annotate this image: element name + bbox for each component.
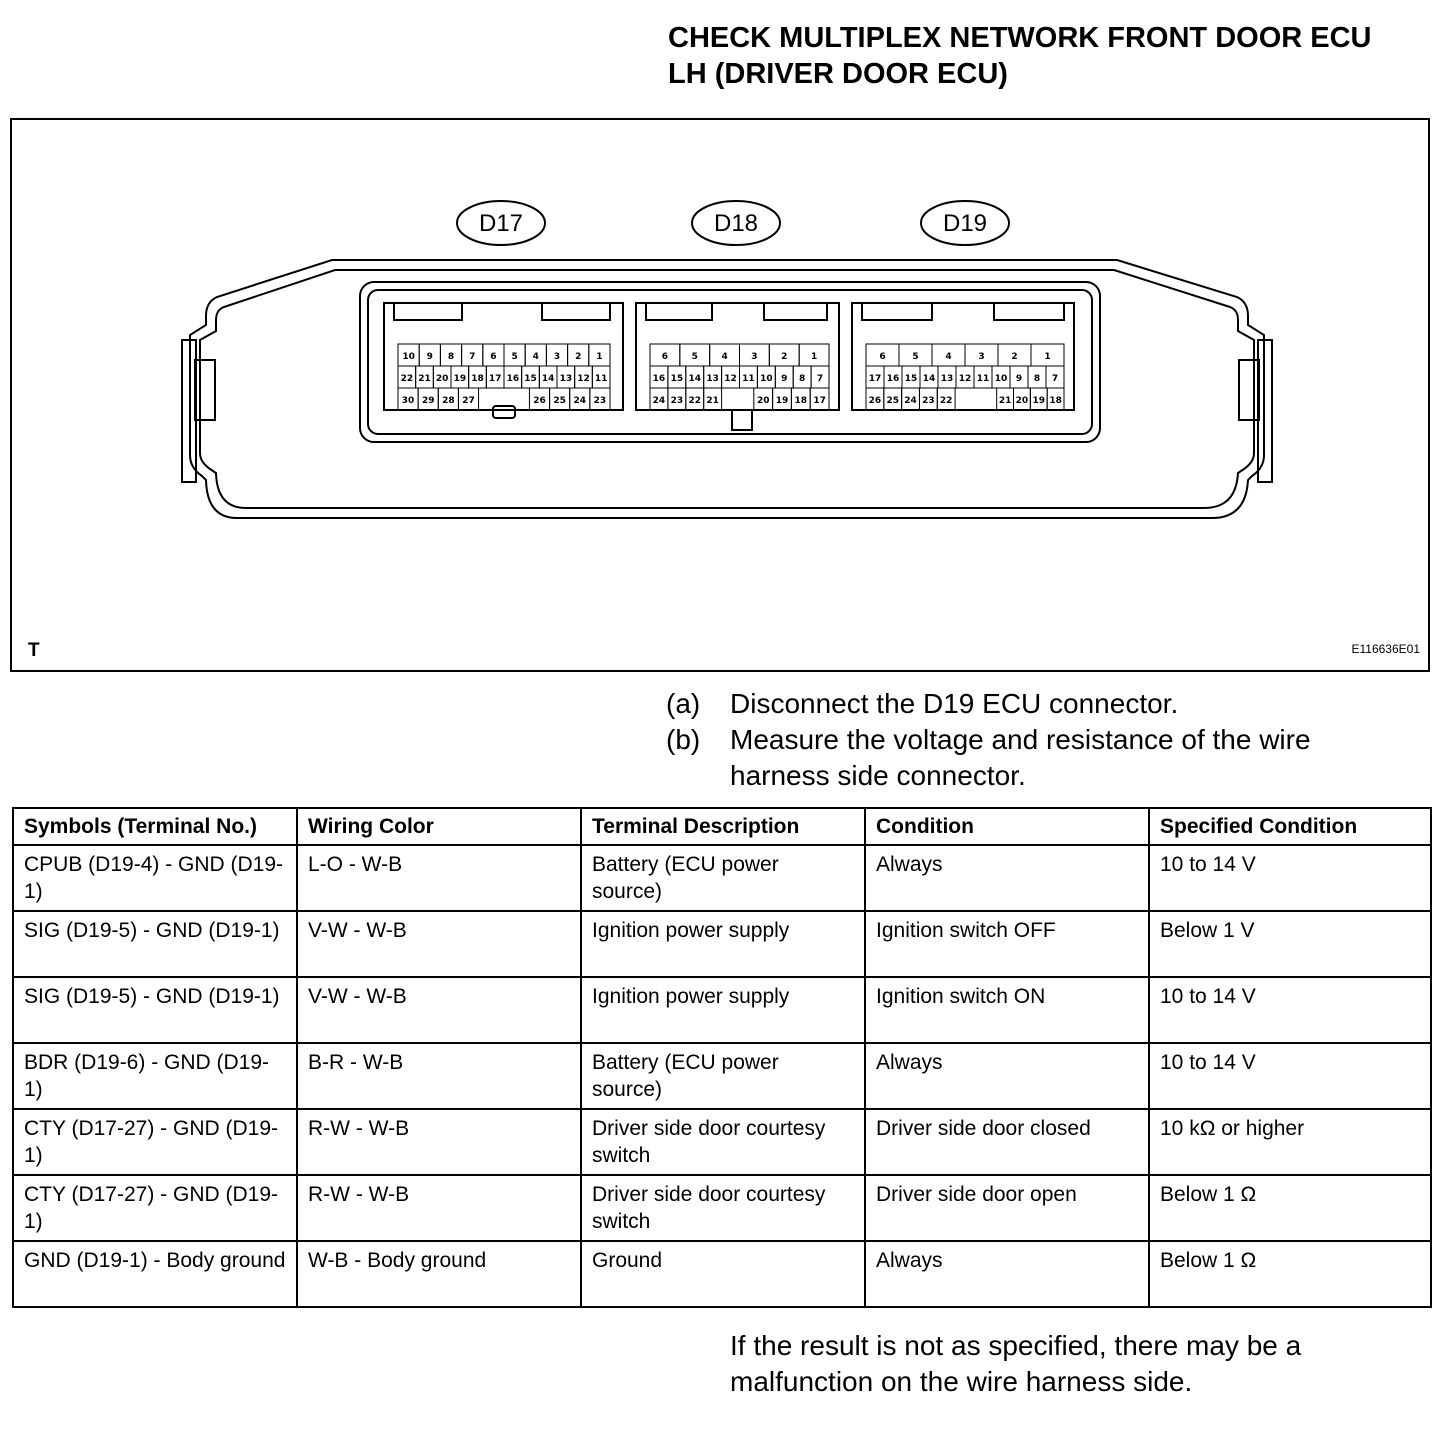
step-b	[666, 722, 1390, 794]
connector-label-d17: D17	[478, 210, 524, 237]
step-label: (b)	[666, 724, 701, 755]
d17-pin-6: 6	[490, 352, 497, 362]
d17-pin-18: 18	[471, 374, 484, 384]
d17-pin-4: 4	[532, 352, 539, 362]
cell-condition: Ignition switch OFF	[865, 911, 1149, 977]
cell-condition: Driver side door closed	[865, 1109, 1149, 1175]
specification-table	[12, 807, 1432, 1308]
cell-specified-condition: Below 1 V	[1149, 911, 1431, 977]
d17-pin-21: 21	[418, 374, 431, 384]
d19-pin-26: 26	[868, 396, 882, 406]
figure-code: E116636E01	[1351, 642, 1420, 656]
cell-terminal-description: Ignition power supply	[581, 911, 865, 977]
header-wiring-color: Wiring Color	[297, 808, 581, 845]
d18-pin-2: 2	[781, 352, 788, 362]
cell-terminal-description: Battery (ECU power source)	[581, 1043, 865, 1109]
table-header-row	[13, 808, 1431, 845]
d17-pin-7: 7	[469, 352, 476, 362]
d17-pin-19: 19	[453, 374, 467, 384]
d17-pin-1: 1	[596, 352, 603, 362]
cell-specified-condition: 10 to 14 V	[1149, 1043, 1431, 1109]
step-a	[666, 686, 1390, 722]
cell-wiring-color: R-W - W-B	[297, 1175, 581, 1241]
d18-pin-14: 14	[688, 374, 702, 384]
d17-pin-30: 30	[401, 396, 415, 406]
d18-pin-7: 7	[816, 374, 824, 384]
d18-pin-21: 21	[706, 396, 719, 406]
cell-specified-condition: 10 to 14 V	[1149, 845, 1431, 911]
cell-condition: Always	[865, 1043, 1149, 1109]
d18-pin-17: 17	[813, 396, 826, 406]
d17-pin-9: 9	[426, 352, 433, 362]
d17-pin-22: 22	[400, 374, 414, 384]
title-line-2: LH (DRIVER DOOR ECU)	[668, 58, 1008, 90]
cell-wiring-color: R-W - W-B	[297, 1109, 581, 1175]
d17-pin-3: 3	[553, 352, 561, 362]
d17-pin-13: 13	[559, 374, 573, 384]
d18-pin-6: 6	[661, 352, 669, 362]
d18-pin-9: 9	[781, 374, 788, 384]
d19-pin-11: 11	[976, 374, 990, 384]
cell-terminal-description: Ignition power supply	[581, 977, 865, 1043]
d17-pin-17: 17	[488, 374, 502, 384]
table-row	[13, 1109, 1431, 1175]
d18-pin-20: 20	[756, 396, 770, 406]
cell-specified-condition: 10 kΩ or higher	[1149, 1109, 1431, 1175]
cell-symbols: CTY (D17-27) - GND (D19-1)	[13, 1109, 297, 1175]
header-symbols: Symbols (Terminal No.)	[13, 808, 297, 845]
table-row	[13, 1043, 1431, 1109]
d19-pin-21: 21	[998, 396, 1012, 406]
d18-pin-12: 12	[724, 374, 737, 384]
d18-pin-24: 24	[652, 396, 666, 406]
cell-condition: Driver side door open	[865, 1175, 1149, 1241]
d17-pin-10: 10	[402, 352, 415, 362]
d19-pin-17: 17	[868, 374, 882, 384]
d18-pin-13: 13	[706, 374, 719, 384]
header-condition: Condition	[865, 808, 1149, 845]
d19-pin-4: 4	[945, 352, 952, 362]
header-specified-condition: Specified Condition	[1149, 808, 1431, 845]
d19-pin-8: 8	[1033, 374, 1041, 384]
cell-wiring-color: B-R - W-B	[297, 1043, 581, 1109]
table-row	[13, 1175, 1431, 1241]
d18-pin-8: 8	[799, 374, 806, 384]
d17-pin-15: 15	[524, 374, 537, 384]
cell-terminal-description: Ground	[581, 1241, 865, 1307]
d18-pin-15: 15	[670, 374, 684, 384]
d18-pin-1: 1	[810, 352, 818, 362]
cell-wiring-color: V-W - W-B	[297, 977, 581, 1043]
d17-pin-16: 16	[506, 374, 520, 384]
d19-pin-19: 19	[1032, 396, 1046, 406]
d19-pin-16: 16	[886, 374, 900, 384]
d19-pin-5: 5	[912, 352, 919, 362]
connector-illustration	[10, 118, 1430, 672]
terminal-pin-grid	[398, 344, 1064, 410]
d17-pin-14: 14	[541, 374, 555, 384]
d19-pin-14: 14	[922, 374, 936, 384]
figure-corner-tag: T	[28, 640, 40, 661]
d17-pin-28: 28	[442, 396, 455, 406]
d19-pin-10: 10	[994, 374, 1008, 384]
cell-specified-condition: Below 1 Ω	[1149, 1175, 1431, 1241]
title-line-1: CHECK MULTIPLEX NETWORK FRONT DOOR ECU	[668, 22, 1372, 54]
d18-pin-16: 16	[652, 374, 666, 384]
d18-pin-10: 10	[760, 374, 773, 384]
d18-pin-3: 3	[751, 352, 758, 362]
page-title	[668, 20, 1372, 92]
connector-label-d18: D18	[713, 210, 759, 237]
d17-pin-2: 2	[575, 352, 582, 362]
d18-pin-5: 5	[691, 352, 698, 362]
step-text: Disconnect the D19 ECU connector.	[730, 688, 1179, 719]
cell-symbols: GND (D19-1) - Body ground	[13, 1241, 297, 1307]
d19-pin-9: 9	[1015, 374, 1023, 384]
ecu-connector-diagram	[12, 120, 1428, 670]
d19-pin-20: 20	[1015, 396, 1029, 406]
d19-pin-15: 15	[904, 374, 918, 384]
d17-pin-27: 27	[462, 396, 475, 406]
cell-condition: Always	[865, 1241, 1149, 1307]
cell-symbols: SIG (D19-5) - GND (D19-1)	[13, 911, 297, 977]
d19-pin-3: 3	[978, 352, 985, 362]
step-text: Measure the voltage and resistance of the wire harness side connector.	[730, 724, 1311, 791]
d18-pin-11: 11	[742, 374, 755, 384]
table-row	[13, 911, 1431, 977]
cell-symbols: CPUB (D19-4) - GND (D19-1)	[13, 845, 297, 911]
d17-pin-20: 20	[435, 374, 449, 384]
result-note: If the result is not as specified, there may be a malfunction on the wire harness side.	[730, 1330, 1302, 1397]
procedure-steps	[666, 686, 1390, 794]
connector-label-d19: D19	[942, 210, 988, 237]
d19-pin-24: 24	[904, 396, 917, 406]
cell-specified-condition: Below 1 Ω	[1149, 1241, 1431, 1307]
cell-condition: Ignition switch ON	[865, 977, 1149, 1043]
cell-symbols: SIG (D19-5) - GND (D19-1)	[13, 977, 297, 1043]
d19-pin-7: 7	[1051, 374, 1059, 384]
d17-pin-29: 29	[421, 396, 435, 406]
d19-pin-18: 18	[1049, 396, 1062, 406]
d17-pin-11: 11	[594, 374, 608, 384]
d19-pin-12: 12	[958, 374, 972, 384]
table-row	[13, 1241, 1431, 1307]
d17-pin-12: 12	[577, 374, 590, 384]
cell-symbols: BDR (D19-6) - GND (D19-1)	[13, 1043, 297, 1109]
d18-pin-19: 19	[775, 396, 789, 406]
d17-pin-8: 8	[447, 352, 455, 362]
d17-pin-23: 23	[593, 396, 607, 406]
d19-pin-1: 1	[1044, 352, 1051, 362]
step-label: (a)	[666, 688, 701, 719]
d19-pin-13: 13	[940, 374, 954, 384]
d19-pin-22: 22	[939, 396, 953, 406]
cell-wiring-color: L-O - W-B	[297, 845, 581, 911]
table-row	[13, 845, 1431, 911]
d18-pin-22: 22	[688, 396, 702, 406]
table-row	[13, 977, 1431, 1043]
cell-wiring-color: W-B - Body ground	[297, 1241, 581, 1307]
d18-pin-23: 23	[670, 396, 684, 406]
d19-pin-25: 25	[886, 396, 899, 406]
header-terminal-description: Terminal Description	[581, 808, 865, 845]
d19-pin-2: 2	[1011, 352, 1018, 362]
cell-condition: Always	[865, 845, 1149, 911]
d19-pin-23: 23	[922, 396, 935, 406]
d18-pin-18: 18	[794, 396, 808, 406]
cell-wiring-color: V-W - W-B	[297, 911, 581, 977]
d17-pin-5: 5	[511, 352, 518, 362]
cell-specified-condition: 10 to 14 V	[1149, 977, 1431, 1043]
cell-terminal-description: Driver side door courtesy switch	[581, 1109, 865, 1175]
cell-terminal-description: Battery (ECU power source)	[581, 845, 865, 911]
d17-pin-26: 26	[533, 396, 546, 406]
d17-pin-25: 25	[553, 396, 566, 406]
d18-pin-4: 4	[721, 352, 728, 362]
d19-pin-6: 6	[879, 352, 886, 362]
cell-terminal-description: Driver side door courtesy switch	[581, 1175, 865, 1241]
cell-symbols: CTY (D17-27) - GND (D19-1)	[13, 1175, 297, 1241]
d17-pin-24: 24	[573, 396, 587, 406]
